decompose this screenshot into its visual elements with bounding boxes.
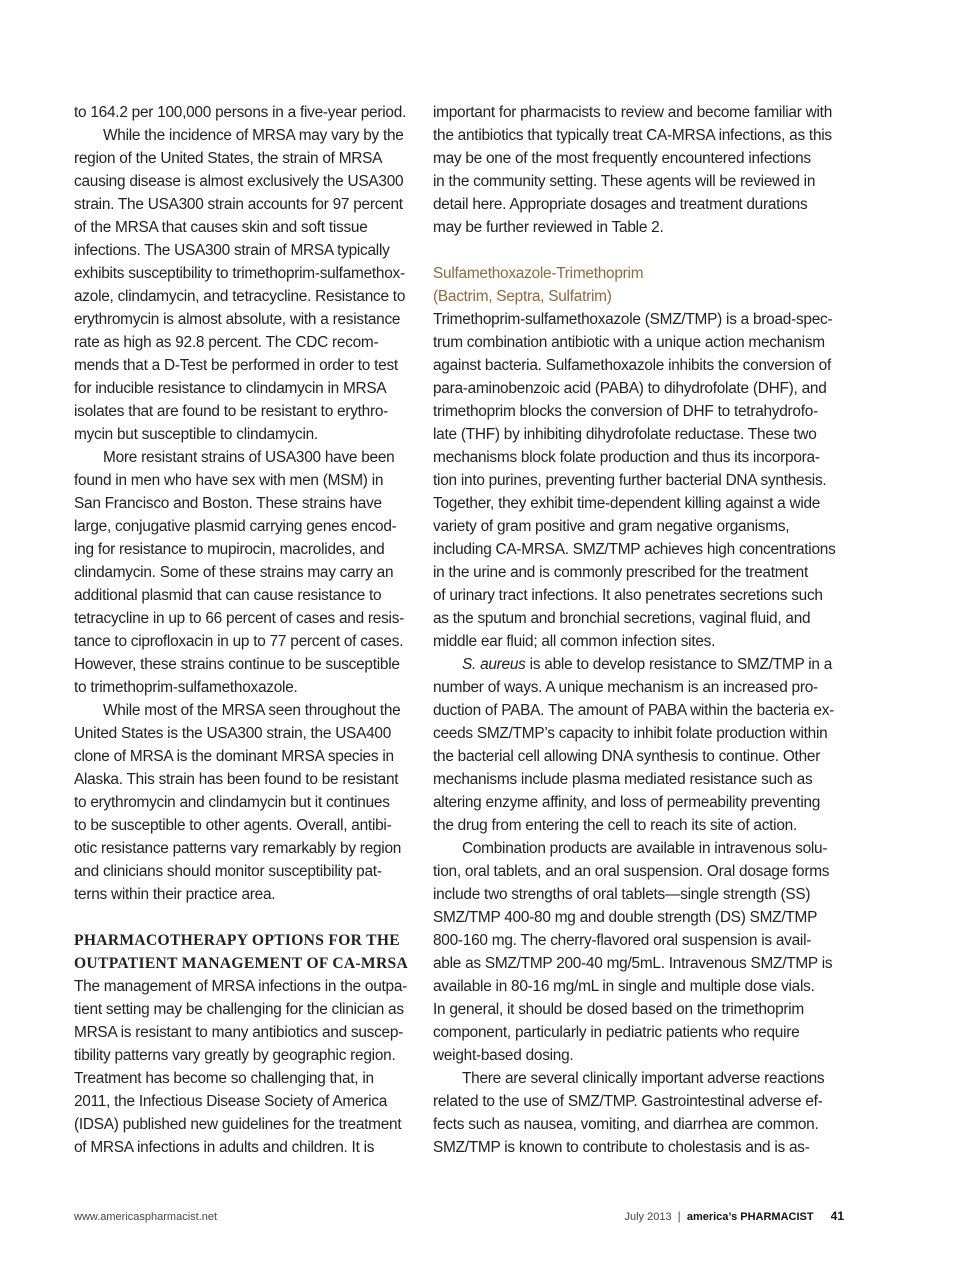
text-line: mechanisms include plasma mediated resistance such as (433, 771, 813, 788)
text-line: clone of MRSA is the dominant MRSA species in (74, 748, 394, 765)
text-line: ing for resistance to mupirocin, macrolides, and (74, 541, 385, 558)
text-line: terns within their practice area. (74, 886, 276, 903)
right-column (433, 101, 845, 1159)
left-body-text-2 (74, 975, 414, 1159)
drug-subheading (433, 262, 845, 308)
text-line: rate as high as 92.8 percent. The CDC recom- (74, 334, 379, 351)
text-line: number of ways. A unique mechanism is an increased pro- (433, 679, 818, 696)
text-line: infections. The USA300 strain of MRSA typically (74, 242, 390, 259)
text-line: More resistant strains of USA300 have been (103, 449, 395, 466)
text-line: may be one of the most frequently encountered infections (433, 150, 811, 167)
text-line: of urinary tract infections. It also penetrates secretions such (433, 587, 823, 604)
text-line: additional plasmid that can cause resistance to (74, 587, 382, 604)
text-line: to erythromycin and clindamycin but it continues (74, 794, 390, 811)
text-line: There are several clinically important adverse reactions (462, 1070, 825, 1087)
spacer (74, 906, 414, 929)
page-number: 41 (830, 1209, 844, 1223)
text-line: large, conjugative plasmid carrying genes encod- (74, 518, 397, 535)
left-body-text-1 (74, 101, 414, 906)
text-line: duction of PABA. The amount of PABA within the bacteria ex- (433, 702, 835, 719)
left-column (74, 101, 414, 1159)
text-line: erythromycin is almost absolute, with a resistance (74, 311, 401, 328)
text-line: SMZ/TMP 400-80 mg and double strength (DS) SMZ/TMP (433, 909, 818, 926)
spacer (433, 239, 845, 262)
text-line: as the sputum and bronchial secretions, vaginal fluid, and (433, 610, 811, 627)
right-body-text-3 (433, 653, 845, 1159)
text-line: Alaska. This strain has been found to be resistant (74, 771, 399, 788)
text-line: detail here. Appropriate dosages and treatment durations (433, 196, 808, 213)
text-line: trum combination antibiotic with a unique action mechanism (433, 334, 825, 351)
text-line: United States is the USA300 strain, the USA400 (74, 725, 392, 742)
text-line: weight-based dosing. (433, 1047, 574, 1064)
text-line: mends that a D-Test be performed in order to test (74, 357, 398, 374)
text-line: Trimethoprim-sulfamethoxazole (SMZ/TMP) is a broad-spec- (433, 311, 833, 328)
text-line: late (THF) by inhibiting dihydrofolate reductase. These two (433, 426, 817, 443)
text-line: mechanisms block folate production and thus its incorpora- (433, 449, 820, 466)
text-line: otic resistance patterns vary remarkably by region (74, 840, 402, 857)
text-line: related to the use of SMZ/TMP. Gastrointestinal adverse ef- (433, 1093, 823, 1110)
text-line: important for pharmacists to review and become familiar with (433, 104, 832, 121)
text-line: mycin but susceptible to clindamycin. (74, 426, 318, 443)
text-line: isolates that are found to be resistant to erythro- (74, 403, 389, 420)
text-line: of the MRSA that causes skin and soft tissue (74, 219, 368, 236)
text-line: to 164.2 per 100,000 persons in a five-year period. (74, 104, 407, 121)
text-line: available in 80-16 mg/mL in single and multiple dose vials. (433, 978, 815, 995)
text-line: to be susceptible to other agents. Overall, antibi- (74, 817, 392, 834)
text-line: Combination products are available in intravenous solu- (462, 840, 828, 857)
text-line: San Francisco and Boston. These strains have (74, 495, 382, 512)
section-heading (74, 929, 414, 975)
text-line: clindamycin. Some of these strains may carry an (74, 564, 394, 581)
text-line: region of the United States, the strain of MRSA (74, 150, 383, 167)
text-line: 800-160 mg. The cherry-flavored oral suspension is avail- (433, 932, 812, 949)
footer-right (624, 1209, 844, 1223)
text-line: for inducible resistance to clindamycin in MRSA (74, 380, 387, 397)
text-line: include two strengths of oral tablets—single strength (SS) (433, 886, 811, 903)
text-line: including CA-MRSA. SMZ/TMP achieves high concentrations (433, 541, 836, 558)
text-fragment: is able to develop resistance to SMZ/TMP in a (525, 656, 833, 673)
text-line: component, particularly in pediatric patients who require (433, 1024, 800, 1041)
text-line: tient setting may be challenging for the clinician as (74, 1001, 404, 1018)
text-line: tance to ciprofloxacin in up to 77 percent of cases. (74, 633, 404, 650)
subheading-line: (Bactrim, Septra, Sulfatrim) (433, 288, 612, 305)
text-line: para-aminobenzoic acid (PABA) to dihydrofolate (DHF), and (433, 380, 827, 397)
text-line: The management of MRSA infections in the outpa- (74, 978, 408, 995)
text-line: ceeds SMZ/TMP’s capacity to inhibit folate production within (433, 725, 828, 742)
heading-line: OUTPATIENT MANAGEMENT OF CA-MRSA (74, 955, 409, 972)
text-line: tetracycline in up to 66 percent of cases and resis- (74, 610, 405, 627)
text-line: in the urine and is commonly prescribed for the treatment (433, 564, 808, 581)
footer-date: July 2013 (624, 1211, 672, 1223)
text-line: the antibiotics that typically treat CA-MRSA infections, as this (433, 127, 832, 144)
text-line: able as SMZ/TMP 200-40 mg/5mL. Intravenous SMZ/TMP is (433, 955, 833, 972)
text-line: trimethoprim blocks the conversion of DHF to tetrahydrofo- (433, 403, 818, 420)
text-line: azole, clindamycin, and tetracycline. Resistance to (74, 288, 406, 305)
text-line: the drug from entering the cell to reach its site of action. (433, 817, 797, 834)
text-line: exhibits susceptibility to trimethoprim-sulfamethox- (74, 265, 405, 282)
text-line: causing disease is almost exclusively the USA300 (74, 173, 404, 190)
text-line: MRSA is resistant to many antibiotics and suscep- (74, 1024, 404, 1041)
text-line: Treatment has become so challenging that, in (74, 1070, 374, 1087)
text-line: fects such as nausea, vomiting, and diarrhea are common. (433, 1116, 819, 1133)
text-line: (IDSA) published new guidelines for the treatment (74, 1116, 402, 1133)
text-line: 2011, the Infectious Disease Society of America (74, 1093, 388, 1110)
text-line: found in men who have sex with men (MSM) in (74, 472, 384, 489)
magazine-name: america’s PHARMACIST (686, 1211, 814, 1223)
text-line: the bacterial cell allowing DNA synthesis to continue. Other (433, 748, 821, 765)
species-name: S. aureus (462, 656, 526, 673)
text-line: variety of gram positive and gram negative organisms, (433, 518, 790, 535)
right-body-text-1 (433, 101, 845, 239)
text-line: altering enzyme affinity, and loss of permeability preventing (433, 794, 821, 811)
text-line: middle ear fluid; all common infection sites. (433, 633, 716, 650)
page-footer (74, 1208, 844, 1228)
text-line: of MRSA infections in adults and children. It is (74, 1139, 375, 1156)
text-line: tion, oral tablets, and an oral suspension. Oral dosage forms (433, 863, 830, 880)
text-line: Together, they exhibit time-dependent killing against a wide (433, 495, 821, 512)
text-line: While most of the MRSA seen throughout the (103, 702, 401, 719)
text-line: However, these strains continue to be susceptible (74, 656, 400, 673)
text-line: While the incidence of MRSA may vary by the (103, 127, 404, 144)
text-line: tibility patterns vary greatly by geographic region. (74, 1047, 396, 1064)
text-line: against bacteria. Sulfamethoxazole inhibits the conversion of (433, 357, 831, 374)
text-line: may be further reviewed in Table 2. (433, 219, 664, 236)
text-line: in the community setting. These agents will be reviewed in (433, 173, 816, 190)
text-line: In general, it should be dosed based on the trimethoprim (433, 1001, 805, 1018)
subheading-line: Sulfamethoxazole-Trimethoprim (433, 265, 644, 282)
footer-url[interactable]: www.americaspharmacist.net (74, 1211, 218, 1223)
text-line: strain. The USA300 strain accounts for 97 percent (74, 196, 403, 213)
text-line: to trimethoprim-sulfamethoxazole. (74, 679, 298, 696)
heading-line: PHARMACOTHERAPY OPTIONS FOR THE (74, 932, 400, 949)
text-line: and clinicians should monitor susceptibility pat- (74, 863, 382, 880)
text-line: SMZ/TMP is known to contribute to cholestasis and is as- (433, 1139, 810, 1156)
text-line: tion into purines, preventing further bacterial DNA synthesis. (433, 472, 827, 489)
footer-separator: | (677, 1209, 681, 1223)
text-line (433, 653, 845, 676)
right-body-text-2 (433, 308, 845, 653)
